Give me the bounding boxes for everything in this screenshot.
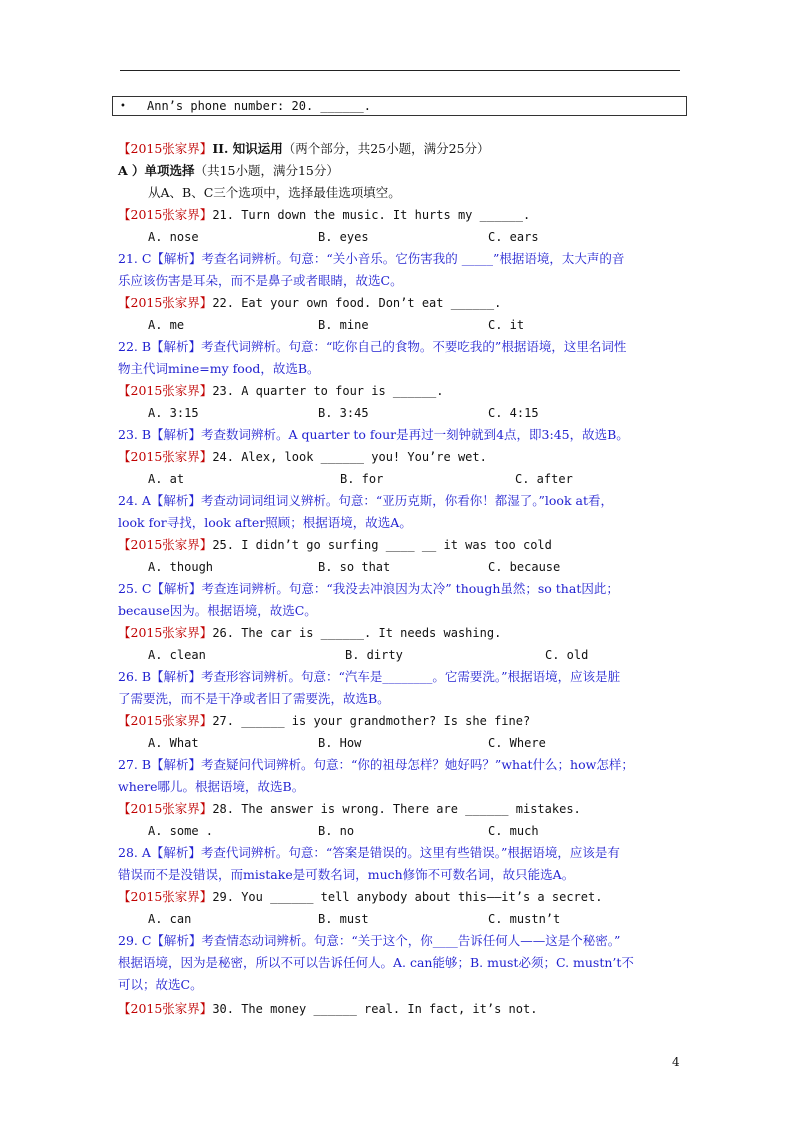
answer-line: 27. B【解析】考查疑问代词辨析。句意：“你的祖母怎样？她好吗？”what什么；how怎样； [118,757,634,772]
sub-note: （共15小题，满分15分） [194,163,339,178]
question-tag: 【2015张家界】 [118,207,213,222]
option-c: C. Where [488,736,546,750]
header-rule [120,70,680,71]
option-c: C. because [488,560,561,574]
question-stem [118,294,688,312]
question-text: 27. ______ is your grandmother? Is she fine? [212,714,531,728]
answer-line: 乐应该伤害是耳朵，而不是鼻子或者眼睛，故选C。 [118,273,403,288]
answer-line: 25. C【解析】考查连词辨析。句意：“我没去冲浪因为太冷” though虽然；so that因此； [118,581,619,596]
answer-line: 29. C【解析】考查情态动词辨析。句意：“关于这个，你____告诉任何人——这是个秘密。” [118,933,621,948]
option-b: B. eyes [318,230,369,244]
question-tag: 【2015张家界】 [118,889,213,904]
answer-line: 21. C【解析】考查名词辨析。句意：“关小音乐。它伤害我的 _____”根据语境，太大声的音 [118,251,625,266]
question-tag: 【2015张家界】 [118,713,213,728]
answer-line: 根据语境，因为是秘密，所以不可以告诉任何人。A. can能够；B. must必须；C. mustn’t不 [118,955,634,970]
question-stem [118,800,688,818]
section-title: II. 知识运用 [212,141,283,156]
option-c: C. mustn’t [488,912,561,926]
option-c: C. it [488,318,525,332]
question-text: 26. The car is ______. It needs washing. [212,626,502,640]
bullet-icon: • [120,101,126,112]
option-a: A. What [148,736,199,750]
sub-title: A ）单项选择 [118,163,195,178]
option-b: B. for [340,472,384,486]
option-a: A. me [148,318,185,332]
option-a: A. some . [148,824,214,838]
section-title-line [118,140,688,158]
question-text: 21. Turn down the music. It hurts my ______. [212,208,531,222]
option-b: B. How [318,736,362,750]
section-tag: 【2015张家界】 [118,141,213,156]
option-c: C. much [488,824,539,838]
question-stem [118,624,688,642]
question-text: 25. I didn’t go surfing ____ __ it was too cold [212,538,552,552]
question-stem [118,448,688,466]
option-b: B. 3:45 [318,406,369,420]
page-number: 4 [672,1055,680,1069]
instruction: 从A、B、C三个选项中，选择最佳选项填空。 [148,185,401,200]
question-text: 29. You ______ tell anybody about this——it’s a secret. [212,890,603,904]
option-b: B. must [318,912,369,926]
question-stem [118,536,688,554]
answer-line: where哪儿。根据语境，故选B。 [118,779,305,794]
question-stem [118,712,688,730]
question-tag: 【2015张家界】 [118,625,213,640]
answer-line: 22. B【解析】考查代词辨析。句意：“吃你自己的食物。不要吃我的”根据语境，这里名词性 [118,339,627,354]
option-c: C. after [515,472,573,486]
question-stem-30 [118,1000,688,1018]
question-stem [118,888,688,906]
section-note: （两个部分，共25小题，满分25分） [282,141,490,156]
answer-line: look for寻找，look after照顾；根据语境，故选A。 [118,515,412,530]
option-a: A. can [148,912,192,926]
answer-line: 物主代词mine=my food，故选B。 [118,361,320,376]
question-stem [118,206,688,224]
answer-line: 23. B【解析】考查数词辨析。A quarter to four是再过一刻钟就到4点，即3:45，故选B。 [118,427,629,442]
question-stem [118,382,688,400]
question-tag: 【2015张家界】 [118,449,213,464]
option-c: C. old [545,648,589,662]
question-text: 30. The money ______ real. In fact, it’s not. [212,1002,538,1016]
question-tag: 【2015张家界】 [118,295,213,310]
answer-line: 24. A【解析】考查动词词组词义辨析。句意：“亚历克斯，你看你！都湿了。”look at看， [118,493,613,508]
option-b: B. no [318,824,355,838]
answer-line: 26. B【解析】考查形容词辨析。句意：“汽车是________。它需要洗。”根据语境，应该是脏 [118,669,621,684]
question-tag: 【2015张家界】 [118,537,213,552]
question-text: 22. Eat your own food. Don’t eat ______. [212,296,502,310]
option-b: B. so that [318,560,391,574]
question-text: 23. A quarter to four is ______. [212,384,444,398]
answer-line: because因为。根据语境，故选C。 [118,603,317,618]
option-b: B. dirty [345,648,403,662]
question-text: 28. The answer is wrong. There are ______ mistakes. [212,802,581,816]
question-tag: 【2015张家界】 [118,1001,213,1016]
answer-line: 错误而不是没错误，而mistake是可数名词，much修饰不可数名词，故只能选A。 [118,867,575,882]
question-tag: 【2015张家界】 [118,801,213,816]
option-a: A. though [148,560,214,574]
header-box [112,96,687,116]
option-c: C. 4:15 [488,406,539,420]
question-tag: 【2015张家界】 [118,383,213,398]
sub-title-line [118,162,688,180]
option-a: A. nose [148,230,199,244]
option-a: A. 3:15 [148,406,199,420]
option-b: B. mine [318,318,369,332]
option-a: A. at [148,472,185,486]
answer-line: 可以；故选C。 [118,977,203,992]
question-text: 24. Alex, look ______ you! You’re wet. [212,450,487,464]
option-a: A. clean [148,648,206,662]
answer-line: 28. A【解析】考查代词辨析。句意：“答案是错误的。这里有些错误。”根据语境，应该是有 [118,845,620,860]
answer-line: 了需要洗，而不是干净或者旧了需要洗，故选B。 [118,691,390,706]
header-box-text: Ann’s phone number: 20. ______. [147,99,371,113]
option-c: C. ears [488,230,539,244]
